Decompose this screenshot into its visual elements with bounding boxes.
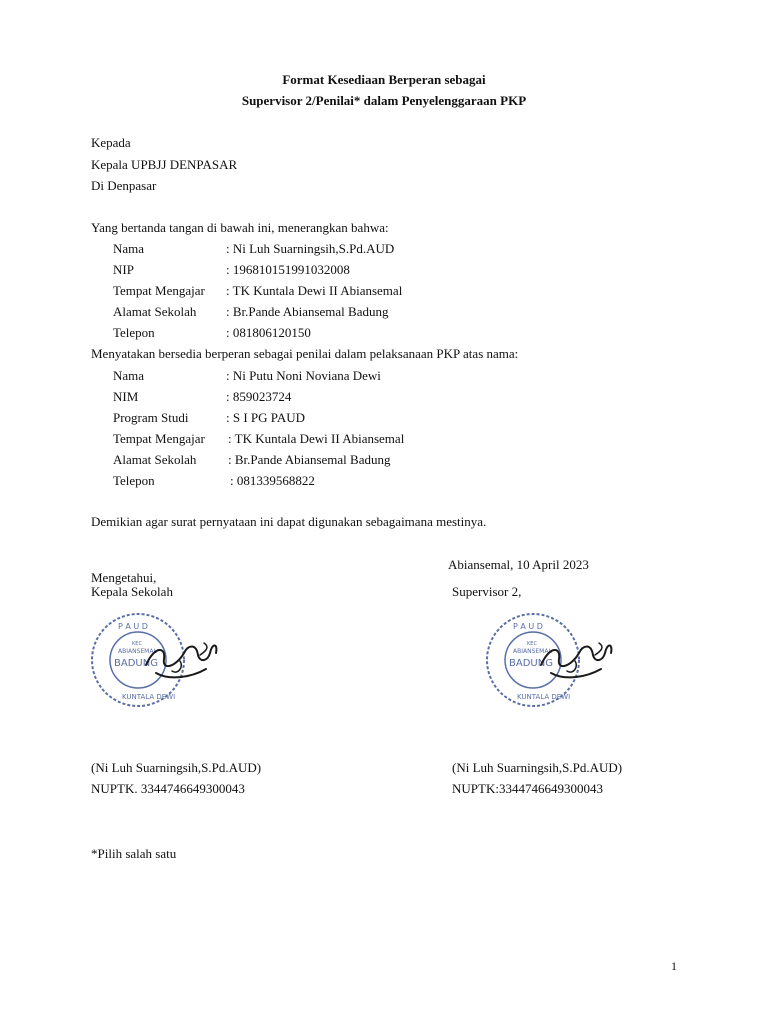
closing-text: Demikian agar surat pernyataan ini dapat digunakan sebagaimana mestinya. [91, 514, 487, 529]
student-address-value: : Br.Pande Abiansemal Badung [228, 452, 391, 467]
student-school-label: Tempat Mengajar [113, 431, 205, 446]
student-phone-label: Telepon [113, 473, 155, 488]
right-signer-role: Supervisor 2, [452, 584, 522, 599]
stamp-bottom-text: KUNTALA DEWI [122, 693, 176, 701]
signer-nip-value: : 196810151991032008 [226, 262, 350, 277]
document-title-line-2: Supervisor 2/Penilai* dalam Penyelenggaraan PKP [241, 93, 527, 108]
recipient-to: Kepada [91, 135, 131, 150]
student-program-value: : S I PG PAUD [226, 410, 305, 425]
stamp-top-text: P A U D [513, 622, 543, 631]
stamp-top-text: P A U D [118, 622, 148, 631]
right-stamp-signature [455, 603, 630, 713]
left-signer-name: (Ni Luh Suarningsih,S.Pd.AUD) [91, 760, 262, 775]
page-number: 1 [671, 959, 677, 973]
stamp-inner-small: KEC [132, 641, 142, 647]
stamp-bottom-text: KUNTALA DEWI [517, 693, 571, 701]
stamp-inner-big: BADUNG [509, 658, 553, 669]
left-signer-role: Kepala Sekolah [91, 584, 173, 599]
signer-address-value: : Br.Pande Abiansemal Badung [226, 304, 389, 319]
signer-name-value: : Ni Luh Suarningsih,S.Pd.AUD [226, 241, 395, 256]
statement-text: Menyatakan bersedia berperan sebagai penilai dalam pelaksanaan PKP atas nama: [91, 346, 519, 361]
stamp-inner-small: KEC [527, 641, 537, 647]
document-title-line-1: Format Kesediaan Berperan sebagai [282, 72, 486, 87]
stamp-inner-mid: ABIANSEMAL [118, 648, 157, 655]
student-program-label: Program Studi [113, 410, 189, 425]
recipient-place: Di Denpasar [91, 178, 157, 193]
student-name-label: Nama [113, 368, 145, 383]
student-school-value: : TK Kuntala Dewi II Abiansemal [228, 431, 405, 446]
left-stamp-signature [60, 603, 235, 713]
signer-school-value: : TK Kuntala Dewi II Abiansemal [226, 283, 403, 298]
signer-phone-label: Telepon [113, 325, 155, 340]
signer-phone-value: : 081806120150 [226, 325, 311, 340]
left-signer-nuptk: NUPTK. 3344746649300043 [91, 781, 245, 796]
stamp-seal-icon [455, 603, 630, 713]
signer-nip-label: NIP [113, 262, 134, 277]
signer-address-label: Alamat Sekolah [113, 304, 197, 319]
right-signer-nuptk: NUPTK:3344746649300043 [452, 781, 603, 796]
signer-name-label: Nama [113, 241, 145, 256]
signer-school-label: Tempat Mengajar [113, 283, 205, 298]
student-phone-value: : 081339568822 [230, 473, 315, 488]
intro-text: Yang bertanda tangan di bawah ini, menerangkan bahwa: [91, 220, 389, 235]
student-nim-value: : 859023724 [226, 389, 292, 404]
right-signer-name: (Ni Luh Suarningsih,S.Pd.AUD) [452, 760, 623, 775]
stamp-inner-mid: ABIANSEMAL [513, 648, 552, 655]
stamp-seal-icon [60, 603, 235, 713]
student-nim-label: NIM [113, 389, 139, 404]
student-name-value: : Ni Putu Noni Noviana Dewi [226, 368, 381, 383]
recipient-name: Kepala UPBJJ DENPASAR [91, 157, 238, 172]
student-address-label: Alamat Sekolah [113, 452, 197, 467]
footnote: *Pilih salah satu [91, 846, 177, 861]
acknowledged-label: Mengetahui, [91, 570, 157, 585]
letter-date: Abiansemal, 10 April 2023 [448, 557, 589, 572]
stamp-inner-big: BADUNG [114, 658, 158, 669]
